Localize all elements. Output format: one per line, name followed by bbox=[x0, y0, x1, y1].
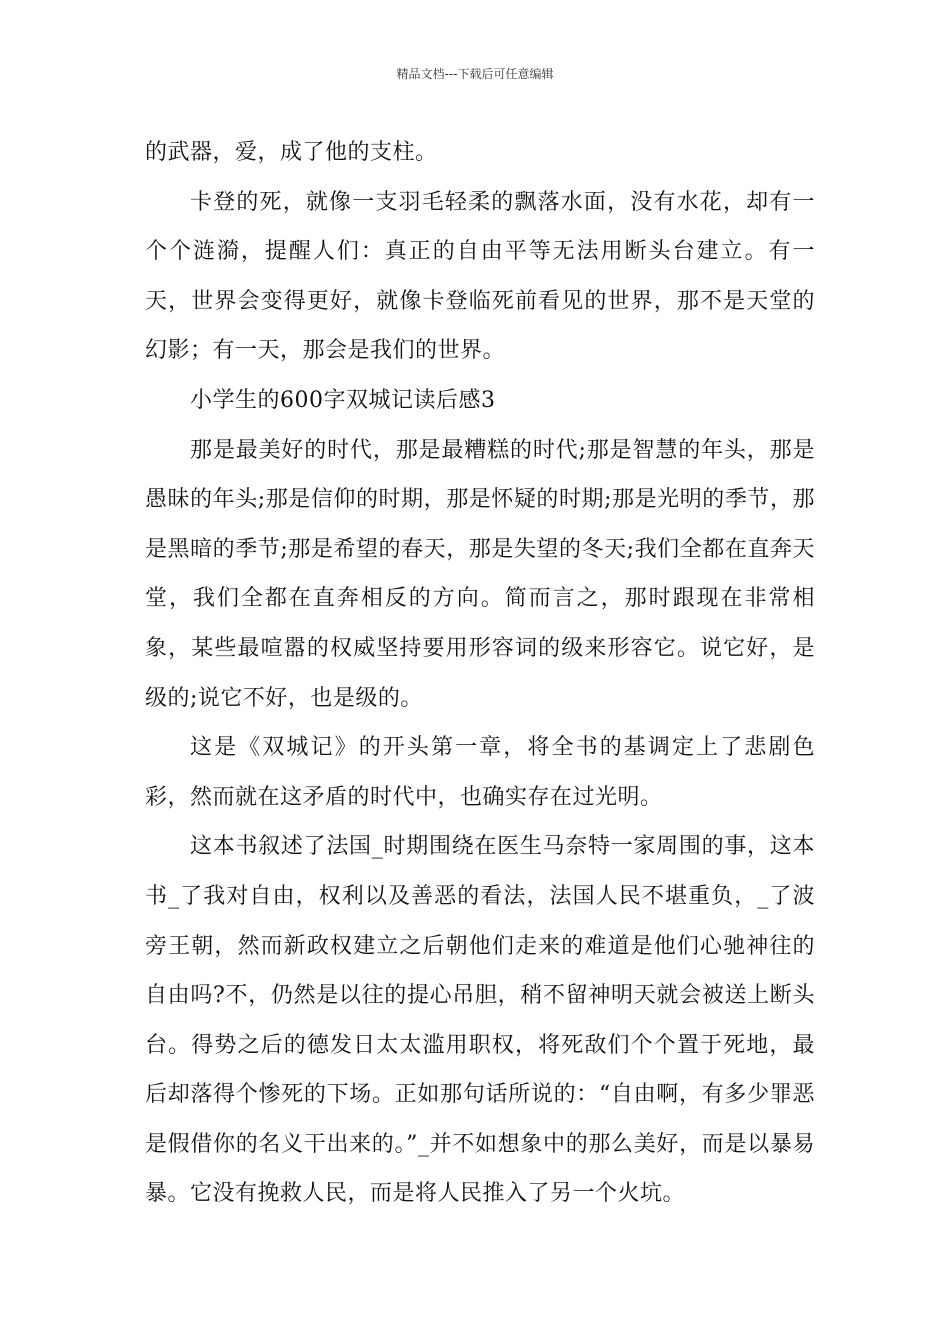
page-header: 精品文档---下载后可任意编辑 bbox=[396, 67, 554, 81]
document-body bbox=[145, 128, 815, 1219]
section-heading: 小学生的600字双城记读后感3 bbox=[190, 387, 496, 413]
paragraph-2: 卡登的死，就像一支羽毛轻柔的飘落水面，没有水花，却有一个个涟漪，提醒人们：真正的自由平等无法用断头台建立。有一天，世界会变得更好，就像卡登临死前看见的世界，那不是天堂的幻影；有一天，那会是我们的世界。 bbox=[145, 189, 815, 364]
paragraph-4: 这是《双城记》的开头第一章，将全书的基调定上了悲剧色彩，然而就在这矛盾的时代中，也确实存在过光明。 bbox=[145, 735, 815, 810]
paragraph-1: 的武器，爱，成了他的支柱。 bbox=[145, 140, 438, 165]
paragraph-5: 这本书叙述了法国_时期围绕在医生马奈特一家周围的事，这本书_了我对自由，权利以及善恶的看法，法国人民不堪重负，_了波旁王朝，然而新政权建立之后朝他们走来的难道是他们心驰神往的自由吗?不，仍然是以往的提心吊胆，稍不留神明天就会被送上断头台。得势之后的德发日太太滥用职权，将死敌们个个置于死地，最后却落得个惨死的下场。正如那句话所说的：“自由啊，有多少罪恶是假借你的名义干出来的。”_并不如想象中的那么美好，而是以暴易暴。它没有挽救人民，而是将人民推入了另一个火坑。 bbox=[145, 834, 815, 1207]
paragraph-3: 那是最美好的时代，那是最糟糕的时代;那是智慧的年头，那是愚昧的年头;那是信仰的时期，那是怀疑的时期;那是光明的季节，那是黑暗的季节;那是希望的春天，那是失望的冬天;我们全都在直奔天堂，我们全都在直奔相反的方向。简而言之，那时跟现在非常相象，某些最喧嚣的权威坚持要用形容词的级来形容它。说它好，是级的;说它不好，也是级的。 bbox=[145, 437, 815, 711]
